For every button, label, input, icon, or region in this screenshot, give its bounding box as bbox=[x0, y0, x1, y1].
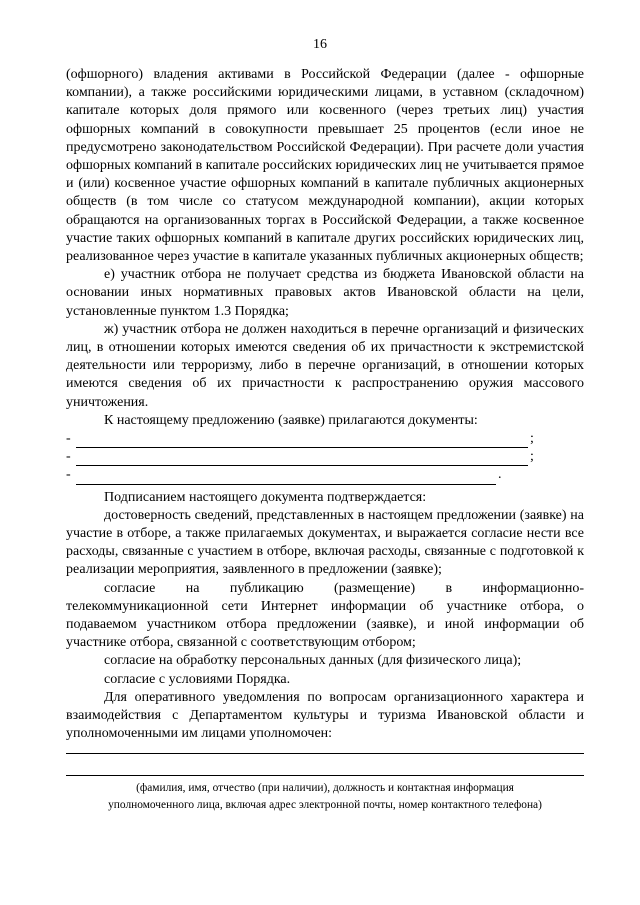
authorized-person-line-2[interactable] bbox=[66, 775, 584, 776]
authorized-person-line-1[interactable] bbox=[66, 753, 584, 754]
paragraph-terms-consent: согласие с условиями Порядка. bbox=[104, 671, 291, 687]
document-line-3[interactable]: - . bbox=[66, 466, 584, 484]
paragraph-authorized-person: Для оперативного уведомления по вопросам организационного характера и взаимодействия с Департаментом культуры и туризма Ивановской области и уполномоченными им лицами уполномочен: bbox=[66, 689, 584, 742]
paragraph-item-e: е) участник отбора не получает средства из бюджета Ивановской области на основании иных нормативных правовых актов Ивановской области на цели, установленные пунктом 1.3 Порядка; bbox=[66, 267, 584, 319]
caption-line-2: уполномоченного лица, включая адрес электронной почты, номер контактного телефона) bbox=[108, 799, 542, 811]
field-caption bbox=[66, 780, 584, 814]
document-line-2[interactable]: - ; bbox=[66, 448, 584, 466]
document-body bbox=[66, 66, 584, 743]
caption-line-1: (фамилия, имя, отчество (при наличии), должность и контактная информация bbox=[136, 782, 514, 794]
paragraph-publication-consent: согласие на публикацию (размещение) в информационно-телекоммуникационной сети Интернет информации об участнике отбора, о подаваемом участником отбора предложении (заявке), и иной информации об участнике отбора, связанной с соответствующим отбором; bbox=[66, 580, 584, 651]
paragraph-personal-data-consent: согласие на обработку персональных данных (для физического лица); bbox=[104, 653, 522, 669]
paragraph-attachments-intro: К настоящему предложению (заявке) прилагаются документы: bbox=[104, 412, 478, 428]
document-line-1[interactable]: - ; bbox=[66, 430, 584, 448]
paragraph-item-zh: ж) участник отбора не должен находиться в перечне организаций и физических лиц, в отношении которых имеются сведения об их причастности к экстремистской деятельности или терроризму, либо в перечне организаций, в отношении которых имеются сведения об их причастности к распространению оружия массового уничтожения. bbox=[66, 321, 584, 410]
paragraph-signing-intro: Подписанием настоящего документа подтверждается: bbox=[104, 489, 427, 505]
paragraph-accuracy: достоверность сведений, представленных в настоящем предложении (заявке) на участие в отборе, а также прилагаемых документах, и выражается согласие нести все расходы, связанные с участием в отборе, включая расходы, связанные с подготовкой к реализации мероприятия, заявленного в предложении (заявке); bbox=[66, 507, 584, 578]
paragraph-offshore: (офшорного) владения активами в Российской Федерации (далее - офшорные компании), а также российскими юридическими лицами, в уставном (складочном) капитале которых доля прямого или косвенного (через третьих лиц) участия офшорных компаний в совокупности превышает 25 процентов (если иное не предусмотрено законодательством Российской Федерации). При расчете доли участия офшорных компаний в капитале российских юридических лиц не учитывается прямое и (или) косвенное участие офшорных компаний в капитале публичных акционерных обществ (в том числе со статусом международной компании), акции которых обращаются на организованных торгах в Российской Федерации, а также косвенное участие таких офшорных компаний в капитале других российских юридических лиц, реализованное через участие в капитале указанных публичных акционерных обществ; bbox=[66, 67, 584, 265]
page-number: 16 bbox=[313, 37, 327, 52]
